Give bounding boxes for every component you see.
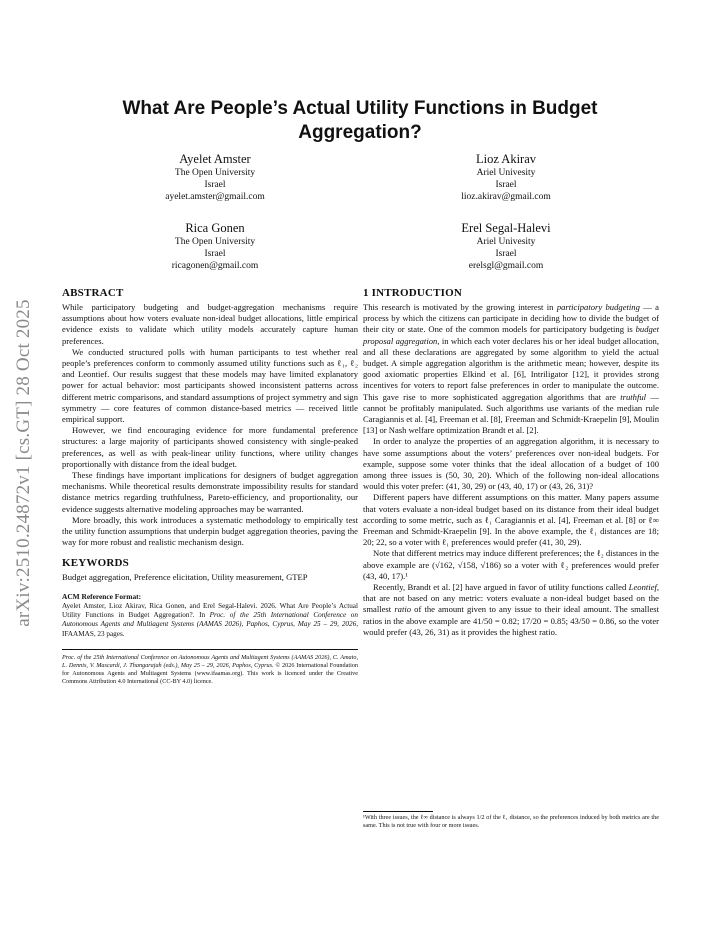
keywords-heading: KEYWORDS <box>62 557 129 570</box>
abstract-paragraph: More broadly, this work introduces a systematic methodology to empirically test the utility function assumptions that underpin budget aggregation theories, paving the way for more robust and realistic mechanism design. <box>62 514 358 548</box>
author-block <box>376 221 636 272</box>
author-affiliation: Ariel Univesity <box>476 168 536 178</box>
footnote-text: ¹With three issues, the ℓ∞ distance is always 1/2 of the ℓ₁ distance, so the preferences induced by both metrics are the same. This is not true with four or more issues. <box>363 814 659 829</box>
abstract-paragraph: These findings have important implications for designers of budget aggregation mechanisms. While theoretical results demonstrate impossibility results for standard distance metrics regarding truthfulness, Pareto-efficiency, and proportionality, our evidence suggests alternative modeling approaches may be warranted. <box>62 470 358 514</box>
author-name: Erel Segal-Halevi <box>461 221 551 235</box>
introduction-paragraph: This research is motivated by the growing interest in participatory budgeting — a process by which the citizens can participate in deciding how to divide the budget of their city or state. One of the common models for participatory budgeting is budget proposal aggregation, in which each voter declares his or her ideal budget allocation, and all these declarations are aggregated by some algorithm to yield the actual budget. A simple aggregation algorithm is the arithmetic mean; however, despite its good axiomatic properties Elkind et al. [6], Intriligator [12], it provides strong incentives for voters to report false preferences in order to manipulate the outcome. This gave rise to more sophisticated aggregation algorithms that are truthful — cannot be profitably manipulated. Such algorithms use variants of the median rule Caragiannis et al. [4], Freeman et al. [8], Freeman and Schmidt-Kraepelin [9], Moulin [13] or Nash welfare optimization Brandt et al. [2]. <box>363 302 660 436</box>
author-country: Israel <box>204 249 226 259</box>
proceedings-note-text: Proc. of the 25th International Conference on Autonomous Agents and Multiagent Systems (AAMAS 2026), C. Amato, L. Dennis, V. Mascardi, J. Thangarajah (eds.), May 25 – 29, 2026, Paphos, Cyprus. © 2026 International Foundation for Autonomous Agents and Multiagent Systems (www.ifaamas.org). This work is licenced under the Creative Commons Attribution 4.0 International (CC-BY 4.0) licence. <box>62 654 358 686</box>
introduction-paragraph: Recently, Brandt et al. [2] have argued in favor of utility functions called Leontief, that are not based on any metric: voters evaluate a non-ideal budget based on the smallest ratio of the amount given to any issue to their ideal amount. The smallest ratios in the above example are 41/50 = 0.82; 17/20 = 0.85; 43/50 = 0.86, so the voter would prefer (43, 26, 31) as it provides the highest ratio. <box>363 582 659 637</box>
reference-format-heading: ACM Reference Format: <box>62 591 142 601</box>
author-country: Israel <box>495 180 517 190</box>
author-affiliation: The Open University <box>174 237 256 247</box>
author-block <box>376 152 636 203</box>
author-block <box>85 221 345 272</box>
abstract-heading: ABSTRACT <box>62 287 124 299</box>
reference-format-text: Ayelet Amster, Lioz Akirav, Rica Gonen, and Erel Segal-Halevi. 2026. What Are People’s Actual Utility Functions in Budget Aggregation?. In Proc. of the 25th International Conference on Autonomous Agents and Multiagent Systems (AAMAS 2026), Paphos, Cyprus, May 25 – 29, 2026, IFAAMAS, 23 pages. <box>62 601 358 638</box>
introduction-heading: 1 INTRODUCTION <box>363 287 463 299</box>
author-email[interactable]: ayelet.amster@gmail.com <box>165 192 265 202</box>
introduction-paragraph: Note that different metrics may induce different preferences; the ℓ₂ distances in the above example are (√162, √158, √186) so a voter with ℓ₂ preferences would prefer (43, 40, 17).¹ <box>363 548 659 581</box>
footnote-area <box>363 811 659 830</box>
proceedings-note <box>62 649 358 686</box>
author-email[interactable]: lioz.akirav@gmail.com <box>461 192 551 202</box>
author-name: Lioz Akirav <box>475 152 537 166</box>
author-name: Ayelet Amster <box>179 152 251 166</box>
arxiv-identifier-stamp: arXiv:2510.24872v1 [cs.GT] 28 Oct 2025 <box>13 299 34 627</box>
paper-title: What Are People’s Actual Utility Functions in Budget Aggregation? <box>122 98 598 143</box>
author-affiliation: Ariel Univesity <box>476 237 536 247</box>
footnote-divider <box>363 811 433 812</box>
keywords-text: Budget aggregation, Preference elicitation, Utility measurement, GTEP <box>62 572 308 583</box>
left-column <box>62 286 358 686</box>
abstract-paragraph: While participatory budgeting and budget-aggregation mechanisms require assumptions about how voters evaluate non-ideal budget allocations, little empirical evidence exists to validate which utility models accurately capture human preferences. <box>62 302 358 346</box>
author-country: Israel <box>495 249 517 259</box>
abstract-paragraph: We conducted structured polls with human participants to test whether real people’s preferences conform to commonly assumed utility functions such as ℓ₁, ℓ₂ and Leontief. Our results suggest that these models may have limited explanatory power for actual behavior: most participants showed inconsistent patterns across different metric comparisons, and standard assumptions of project symmetry and sign symmetry — core features of common distance-based metrics — received little empirical support. <box>62 346 358 425</box>
right-column <box>363 286 659 638</box>
author-block <box>85 152 345 203</box>
introduction-paragraph: In order to analyze the properties of an aggregation algorithm, it is necessary to have some assumptions about the voters’ preferences over non-ideal budgets. For example, suppose some voter thinks that the ideal allocation of a budget of 100 among three issues is (50, 30, 20). Which of the following non-ideal allocations would this voter prefer: (41, 30, 29) or (43, 40, 17) or (43, 26, 31)? <box>363 436 659 492</box>
author-affiliation: The Open University <box>174 168 256 178</box>
abstract-paragraph: However, we find encouraging evidence for more fundamental preference structures: a large majority of participants showed consistency with single-peaked preferences, as well as with peak-linear utility functions, where utility changes proportionally with distance from the ideal budget. <box>62 425 358 469</box>
author-email[interactable]: erelsgl@gmail.com <box>468 261 544 271</box>
author-email[interactable]: ricagonen@gmail.com <box>171 261 259 271</box>
author-country: Israel <box>204 180 226 190</box>
acm-reference-format <box>62 592 358 640</box>
introduction-paragraph: Different papers have different assumptions on this matter. Many papers assume that voters evaluate a non-ideal budget based on its distance from their ideal budget according to some metric, such as ℓ₁ Caragiannis et al. [4], Freeman et al. [8] or ℓ∞ Freeman and Schmidt-Kraepelin [9]. In the above example, the ℓ₁ distances are 18; 20; 22, so a voter with ℓ₁ preferences would prefer (41, 30, 29). <box>363 492 659 548</box>
author-name: Rica Gonen <box>185 221 245 235</box>
